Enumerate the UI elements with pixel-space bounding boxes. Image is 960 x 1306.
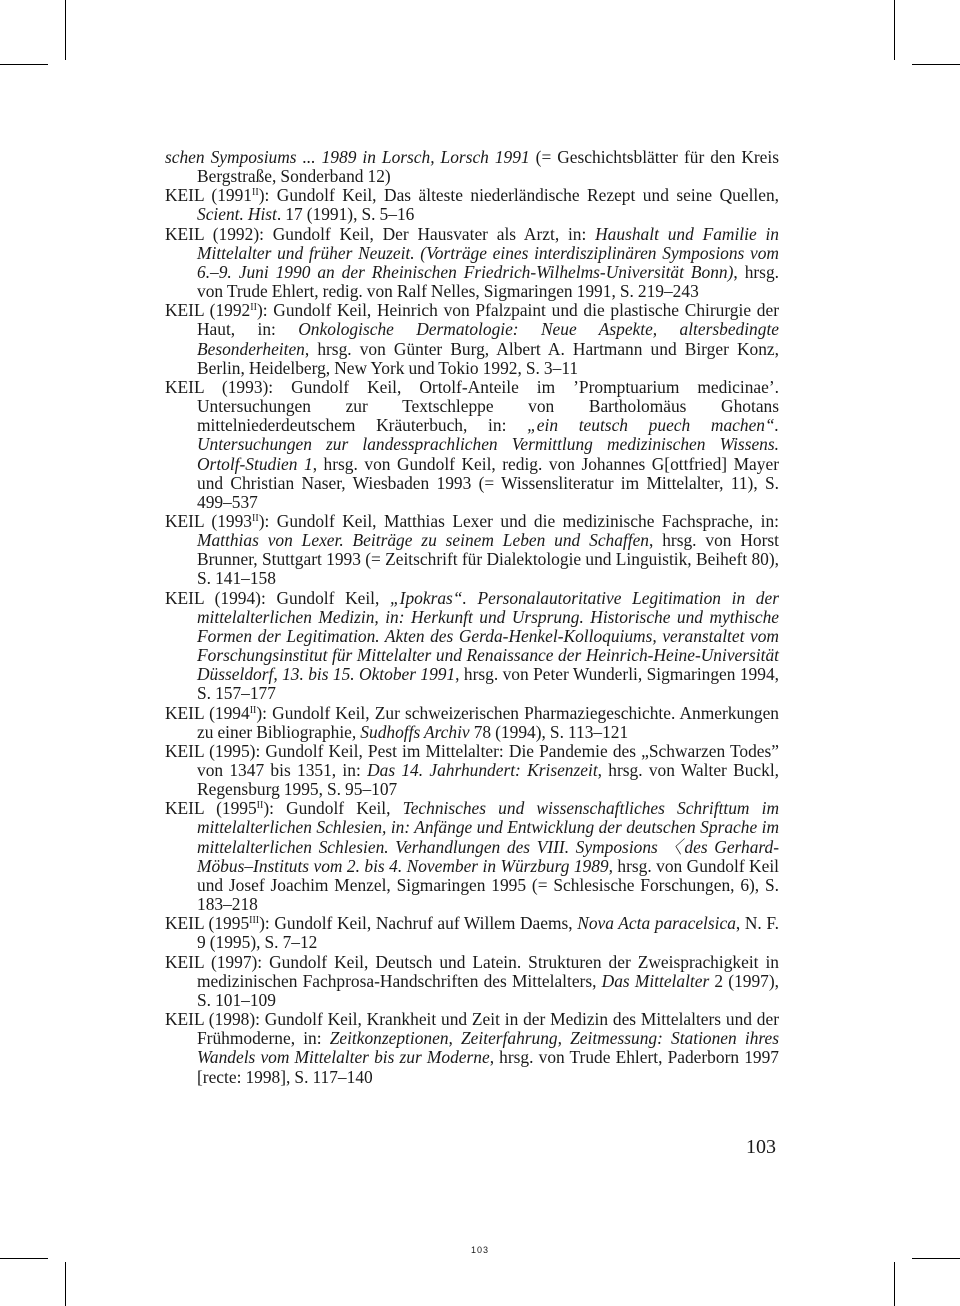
page-number: 103 [746, 1136, 776, 1158]
entry-superscript: II [252, 512, 259, 524]
entry-text: , hrsg. von Peter Wunderli, Sigmaringen 1994, S. 157–177 [197, 664, 779, 704]
entry-text: KEIL (1993): Gundolf Keil, Ortolf-Anteile im ’Promptuarium medicinae’. Untersuchungen zur Textschleppe von Bartholomäus Ghotans mittelniederdeutschem Kräuterbuch, in: [165, 376, 779, 436]
bibliography-entry [165, 704, 779, 742]
entry-text: KEIL (1997): Gundolf Keil, Deutsch und Latein. Strukturen der Zweisprachigkeit in medizinischen Fachprosa-Handschriften des Mittelalters, [165, 951, 779, 991]
entry-superscript: II [256, 800, 264, 812]
bibliography-list [165, 148, 779, 1087]
entry-italic-text: Das 14. Jahrhundert: Krisenzeit [367, 760, 598, 780]
bibliography-entry [165, 799, 779, 914]
entry-text: ): Gundolf Keil, [263, 798, 403, 819]
entry-text: KEIL (1992): Gundolf Keil, Der Hausvater als Arzt, in: [165, 223, 596, 244]
crop-mark [65, 1262, 66, 1306]
entry-text: ): Gundolf Keil, Zur schweizerischen Pharmaziegeschichte. Anmerkungen zu einer Bibliographie [197, 702, 779, 742]
entry-text: KEIL (1995 [165, 913, 250, 934]
entry-italic-text: Haushalt und Familie in Mittelalter und früher Neuzeit. (Vorträge eines interdisziplinären Symposions vom 6.–9. Juni 1990 an der Rheinischen Friedrich-Wilhelms-Universität Bonn) [197, 223, 779, 282]
entry-text: , hrsg. von Trude Ehlert, redig. von Ralf Nelles, Sigmaringen 1991, S. 219–243 [197, 261, 779, 302]
entry-text: ): Gundolf Keil, Nachruf auf Willem Daems, [259, 913, 578, 934]
entry-text: KEIL (1994 [165, 702, 250, 723]
entry-italic-text: Matthias von Lexer. Beiträge zu seinem Leben und Schaffen [197, 530, 650, 551]
crop-mark [0, 64, 48, 65]
entry-italic-text: Zeitkonzeptionen, Zeiterfahrung, Zeitmessung: Stationen ihres Wandels vom Mittelalter bis zur Moderne [197, 1028, 779, 1068]
entry-text: 2 (1997), S. 101–109 [197, 970, 779, 1010]
entry-italic-text: Das Mittelalter [601, 970, 710, 991]
entry-text: ): Gundolf Keil, Heinrich von Pfalzpaint und die plastische Chirurgie der Haut, in: [197, 300, 779, 340]
entry-text: KEIL (1998): Gundolf Keil, Krankheit und Zeit in der Medizin des Mittelalters und der Frühmoderne, in: [165, 1009, 779, 1049]
footer-page-number: 103 [470, 1245, 490, 1255]
crop-mark [0, 1258, 48, 1259]
entry-text: ): Gundolf Keil, Das älteste niederländische Rezept und seine Quellen, [258, 185, 779, 206]
bibliography-entry [165, 953, 779, 1010]
bibliography-entry [165, 512, 779, 589]
crop-mark [65, 0, 66, 60]
entry-text: KEIL (1995 [165, 798, 257, 819]
crop-mark [912, 1258, 960, 1259]
entry-text: , hrsg. von Günter Burg, Albert A. Hartmann und Birger Konz, Berlin, Heidelberg, New York und Tokio 1992, S. 3–11 [197, 338, 779, 378]
entry-text: , hrsg. von Trude Ehlert, Paderborn 1997 [recte: 1998], S. 117–140 [197, 1047, 779, 1087]
bibliography-entry [165, 378, 779, 512]
entry-text: , hrsg. von Walter Buckl, Regensburg 1995, S. 95–107 [197, 760, 779, 800]
entry-text: 78 (1994), S. 113–121 [469, 721, 629, 742]
crop-mark [894, 1262, 895, 1306]
crop-mark [912, 64, 960, 65]
crop-mark [894, 0, 895, 60]
bibliography-entry [165, 225, 779, 302]
entry-superscript: III [249, 915, 260, 927]
bibliography-entry [165, 148, 779, 186]
entry-text: hrsg. von Gundolf Keil und Josef Joachim Menzel, Sigmaringen 1995 (= Schlesische Forschungen, 6), S. 183–218 [197, 855, 779, 915]
entry-text: KEIL (1994): Gundolf Keil, [165, 587, 391, 608]
entry-italic-text: schen Symposiums ... 1989 in Lorsch, Lorsch 1991 [165, 147, 530, 167]
entry-text: , hrsg. von Horst Brunner, Stuttgart 1993 (= Zeitschrift für Dialektologie und Linguistik, Beiheft 80), S. 141–158 [197, 530, 779, 589]
entry-superscript: II [252, 187, 259, 199]
entry-text: , hrsg. von Gundolf Keil, redig. von Johannes G[ottfried] Mayer und Christian Naser, Wiesbaden 1993 (= Wissensliteratur im Mittelalter, 11), S. 499–537 [197, 453, 779, 512]
entry-text: (= Geschichtsblätter für den Kreis Bergstraße, Sonderband 12) [197, 147, 779, 187]
entry-text: ): Gundolf Keil, Matthias Lexer und die medizinische Fachsprache, in: [258, 510, 779, 531]
bibliography-entry [165, 742, 779, 799]
bibliography-entry [165, 186, 779, 224]
bibliography-entry [165, 914, 779, 952]
entry-superscript: II [250, 302, 257, 314]
entry-italic-text: Onkologische Dermatologie: Neue Aspekte, altersbedingte Besonderheiten [197, 319, 780, 359]
entry-italic-text: „ein teutsch puech machen“. Untersuchungen zur landessprachlichen Vermittlung medizinischen Wissens. Ortolf-Studien 1 [197, 415, 780, 474]
bibliography-entry [165, 1010, 779, 1087]
bibliography-entry [165, 589, 779, 704]
entry-text: KEIL (1992 [165, 300, 251, 321]
entry-text: KEIL (1991 [165, 185, 253, 206]
entry-superscript: II [249, 704, 257, 716]
entry-italic-text: , Sudhoffs Archiv [351, 721, 470, 742]
entry-italic-text: Scient. Hist [197, 204, 277, 225]
bibliography-entry [165, 301, 779, 378]
entry-italic-text: Technisches und wissenschaftliches Schrifttum im mittelalterlichen Schlesien, in: Anfänge und Entwicklung der deutschen Sprache im mittelalterlichen Schlesien. Verhandlungen des VIII. Symposions 〈des Gerhard-Möbus–Instituts vom 2. bis 4. November in Würzburg 1989, [197, 798, 780, 876]
entry-italic-text: Nova Acta paracelsica [577, 913, 736, 934]
entry-text: . 17 (1991), S. 5–16 [276, 204, 415, 225]
entry-text: , N. F. 9 (1995), S. 7–12 [197, 913, 779, 953]
entry-text: KEIL (1993 [165, 510, 253, 531]
entry-text: KEIL (1995): Gundolf Keil, Pest im Mittelalter: Die Pandemie des „Schwarzen Todes” von 1347 bis 1351, in: [165, 740, 779, 780]
entry-italic-text: „Ipokras“. Personalautoritative Legitimation in der mittelalterlichen Medizin, in: Herkunft und Ursprung. Historische und mythische Formen der Legitimation. Akten des Gerda-Henkel-Kolloquiums, veranstaltet vom Forschungsinstitut für Mittelalter und Renaissance der Heinrich-Heine-Universität Düsseldorf, 13. bis 15. Oktober 1991 [197, 587, 779, 685]
